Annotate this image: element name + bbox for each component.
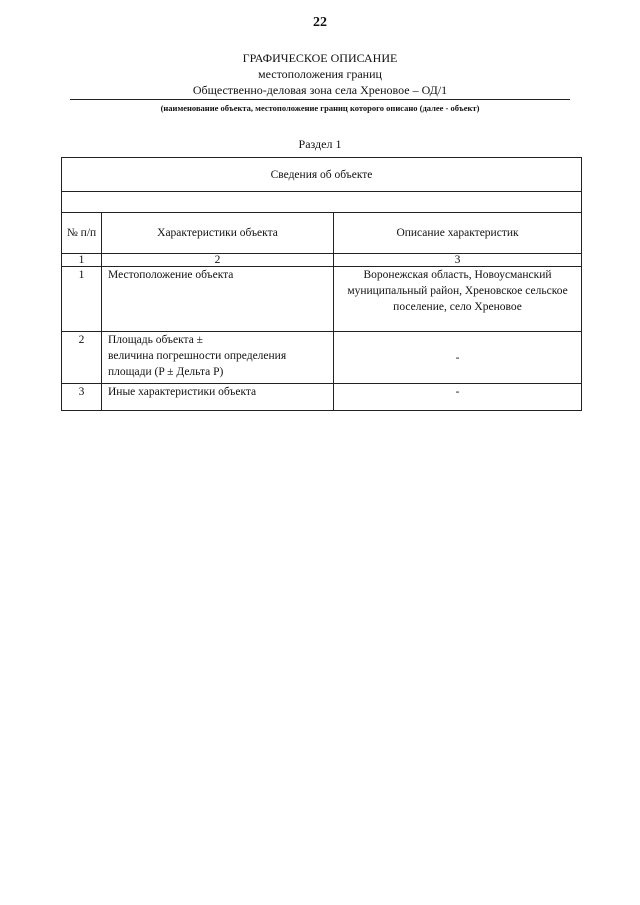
object-name: Общественно-деловая зона села Хреновое – ОД/1 [70, 82, 570, 100]
row-characteristic [102, 332, 334, 384]
page-number: 22 [313, 15, 327, 30]
table-empty-row [62, 192, 582, 213]
table-heading-row [62, 158, 582, 192]
table-row [62, 332, 582, 384]
characteristic-line: Площадь объекта ± [108, 334, 203, 346]
column-number: 2 [102, 254, 334, 267]
document-subtitle: местоположения границ [258, 67, 382, 81]
row-description: - [334, 332, 582, 384]
table-row [62, 267, 582, 332]
column-number: 3 [334, 254, 582, 267]
column-number-row [62, 254, 582, 267]
row-characteristic: Местоположение объекта [102, 267, 334, 332]
document-title: ГРАФИЧЕСКОЕ ОПИСАНИЕ [242, 51, 398, 65]
column-header-characteristic: Характеристики объекта [102, 213, 334, 254]
row-description: - [334, 384, 582, 411]
characteristic-line: площади (P ± Дельта P) [108, 366, 224, 378]
column-number: 1 [62, 254, 102, 267]
column-header-description: Описание характеристик [334, 213, 582, 254]
table-row [62, 384, 582, 411]
table-heading: Сведения об объекте [62, 158, 582, 192]
row-number: 1 [62, 267, 102, 332]
object-info-table [61, 157, 582, 411]
row-number: 2 [62, 332, 102, 384]
document-header [70, 50, 570, 114]
row-characteristic: Иные характеристики объекта [102, 384, 334, 411]
empty-cell [62, 192, 582, 213]
object-caption: (наименование объекта, местоположение границ которого описано (далее - объект) [160, 103, 480, 113]
column-header-num: № п/п [62, 213, 102, 254]
column-header-row [62, 213, 582, 254]
row-description: Воронежская область, Новоусманский муниципальный район, Хреновское сельское поселение, село Хреновое [334, 267, 582, 332]
row-number: 3 [62, 384, 102, 411]
characteristic-line: величина погрешности определения [108, 350, 287, 362]
section-label: Раздел 1 [298, 137, 342, 151]
